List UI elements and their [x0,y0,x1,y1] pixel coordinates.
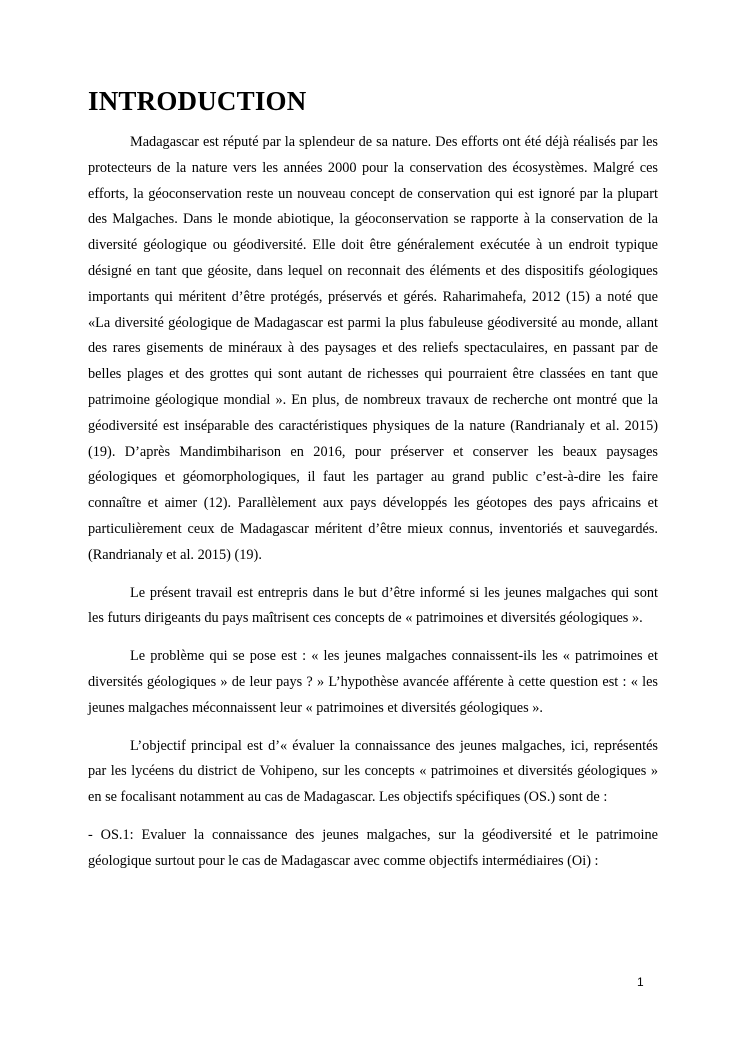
page-number: 1 [637,975,644,989]
body-text [88,130,658,887]
paragraph-objective: L’objectif principal est d’« évaluer la connaissance des jeunes malgaches, ici, représentés par les lycéens du district de Vohipeno, sur les concepts « patrimoines et diversités géologiques » en se focalisant notamment au cas de Madagascar. Les objectifs spécifiques (OS.) sont de : [88,737,658,806]
paragraph-os1: - OS.1: Evaluer la connaissance des jeunes malgaches, sur la géodiversité et le patrimoine géologique surtout pour le cas de Madagascar avec comme objectifs intermédiaires (Oi) : [88,826,658,869]
paragraph-purpose: Le présent travail est entrepris dans le but d’être informé si les jeunes malgaches qui sont les futurs dirigeants du pays maîtrisent ces concepts de « patrimoines et diversités géologiques ». [88,584,658,627]
paragraph-context: Madagascar est réputé par la splendeur de sa nature. Des efforts ont été déjà réalisés par les protecteurs de la nature vers les années 2000 pour la conservation des écosystèmes. Malgré ces efforts, la géoconservation reste un nouveau concept de conservation qui est ignoré par la plupart des Malgaches. Dans le monde abiotique, la géoconservation se rapporte à la conservation de la diversité géologique ou géodiversité. Elle doit être généralement exécutée à un endroit typique désigné en tant que géosite, dans lequel on reconnait des éléments et des dispositifs géologiques importants qui méritent d’être protégés, préservés et gérés. Raharimahefa, 2012 (15) a noté que «La diversité géologique de Madagascar est parmi la plus fabuleuse géodiversité au monde, allant des rares gisements de minéraux à des paysages et des reliefs spectaculaires, en passant par de belles plages et des grottes qui sont autant de richesses qui pourraient être classées en tant que patrimoine géologique mondial ». En plus, de nombreux travaux de recherche ont montré que la géodiversité est inséparable des caractéristiques physiques de la nature (Randrianaly et al. 2015) (19). D’après Mandimbiharison en 2016, pour préserver et conserver les beaux paysages géologiques et géomorphologiques, il faut les partager au grand public c’est-à-dire les faire connaître et aimer (12). Parallèlement aux pays développés les géotopes des pays africains et particulièrement ceux de Madagascar méritent d’être mieux connus, inventoriés et sauvegardés. (Randrianaly et al. 2015) (19). [88,134,658,563]
paragraph-problem: Le problème qui se pose est : « les jeunes malgaches connaissent-ils les « patrimoines et diversités géologiques » de leur pays ? » L’hypothèse avancée afférente à cette question est : « les jeunes malgaches méconnaissent leur « patrimoines et diversités géologiques ». [88,648,658,716]
page-title: INTRODUCTION [88,86,307,116]
